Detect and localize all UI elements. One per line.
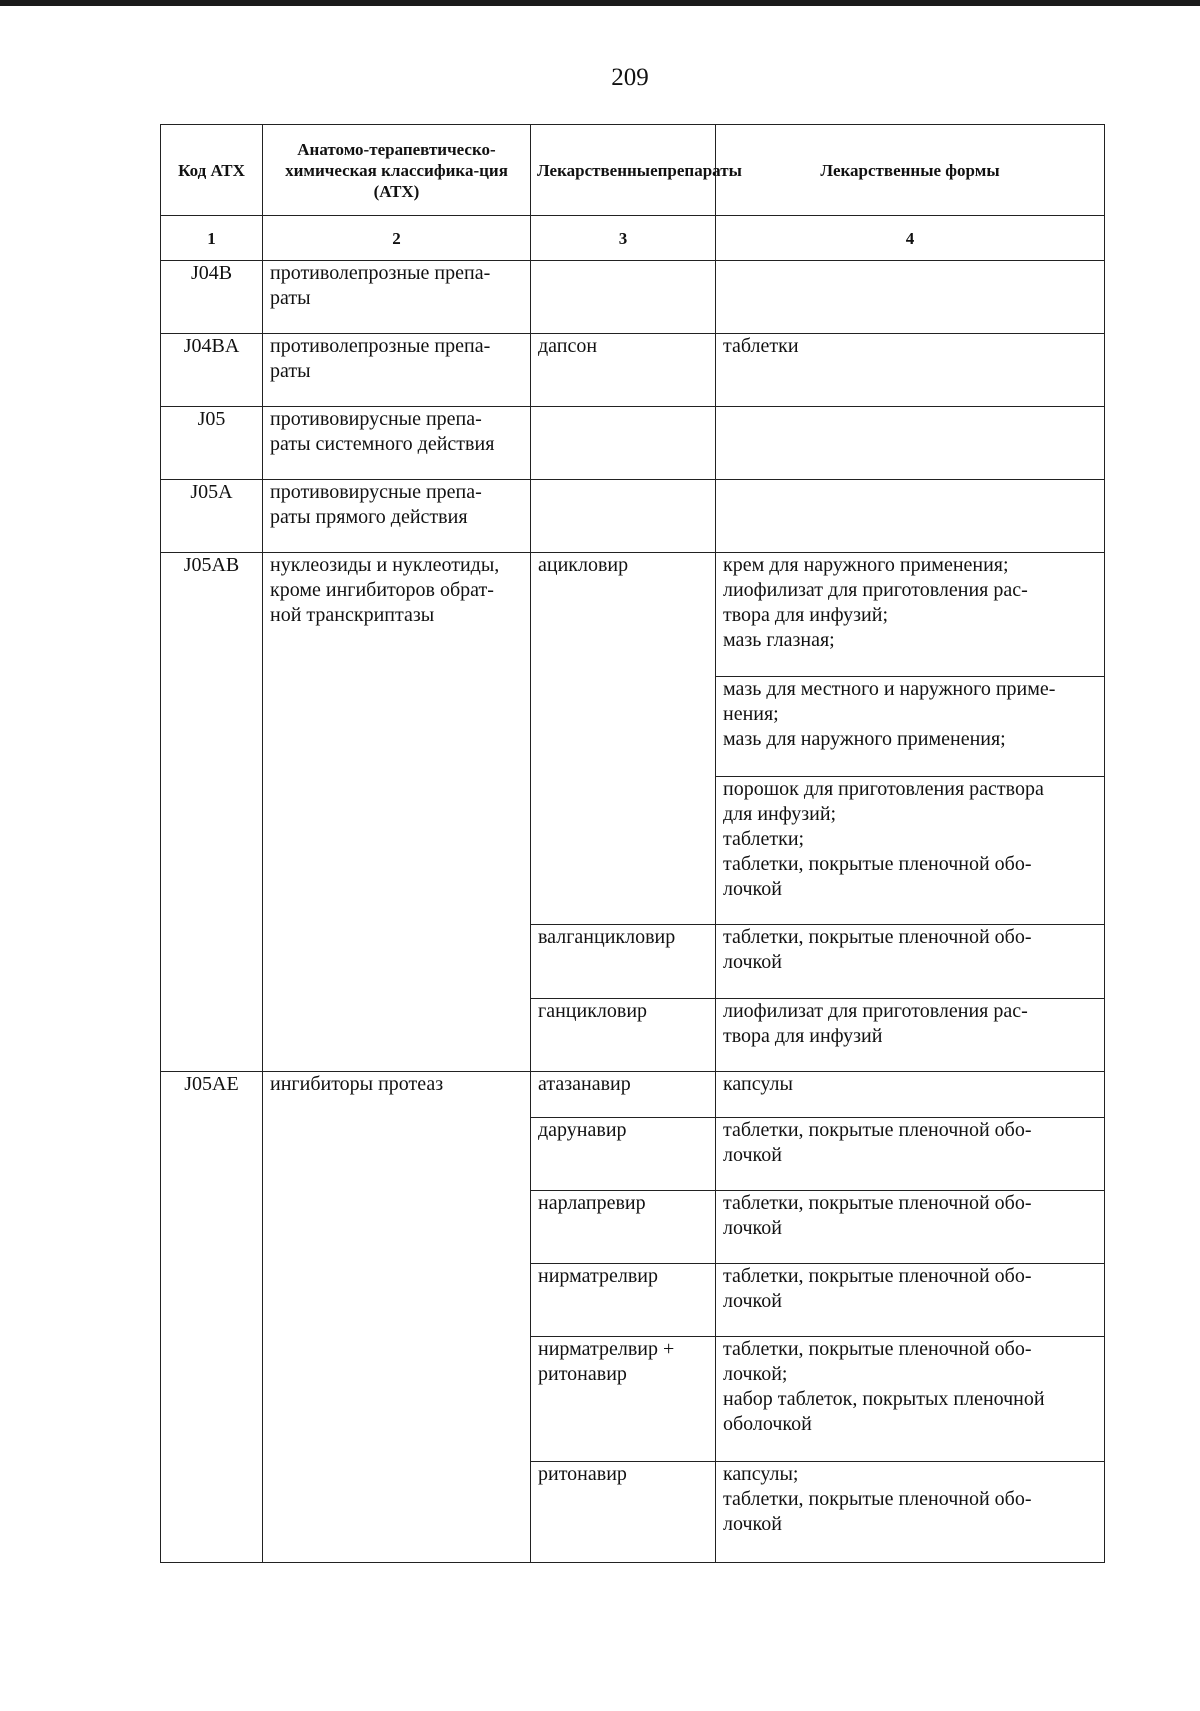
column-number-row [161,216,1105,261]
classification-cell: ингибиторы протеаз [263,1072,531,1563]
table-row [161,407,1105,480]
classification-cell: противовирусные препа- раты системного действия [263,407,531,480]
drug-cell: ацикловир [531,553,716,925]
drug-cell: нарлапревир [531,1191,716,1264]
column-number: 4 [716,216,1105,261]
table-header-row [161,125,1105,216]
drug-cell: ритонавир [531,1462,716,1563]
forms-cell: капсулы; таблетки, покрытые пленочной обо- лочкой [716,1462,1105,1563]
classification-cell: противолепрозные препа- раты [263,261,531,334]
atx-code-cell: J04B [161,261,263,334]
drug-cell: ганцикловир [531,999,716,1072]
header-atx-classification: Анатомо-терапевтическо-химическая классифика-ция (АТХ) [263,125,531,216]
drug-cell [531,407,716,480]
drug-cell [531,480,716,553]
forms-cell: таблетки, покрытые пленочной обо- лочкой; набор таблеток, покрытых пленочной оболочкой [716,1337,1105,1462]
forms-cell: капсулы [716,1072,1105,1118]
top-border-line [0,0,1200,6]
forms-cell: таблетки [716,334,1105,407]
atx-code-cell: J05AB [161,553,263,1072]
header-drugs: Лекарственныепрепараты [531,125,716,216]
drug-cell: дарунавир [531,1118,716,1191]
classification-cell: противолепрозные препа- раты [263,334,531,407]
forms-cell [716,261,1105,334]
forms-cell: крем для наружного применения; лиофилизат для приготовления рас- твора для инфузий; мазь глазная; [716,553,1105,677]
drug-cell [531,261,716,334]
drug-cell: нирматрелвир [531,1264,716,1337]
forms-cell [716,407,1105,480]
atx-code-cell: J04BA [161,334,263,407]
drug-cell: валганцикловир [531,925,716,999]
header-atx-code: Код АТХ [161,125,263,216]
forms-cell: порошок для приготовления раствора для инфузий; таблетки; таблетки, покрытые пленочной обо- лочкой [716,777,1105,925]
table-row [161,1072,1105,1118]
table-row [161,261,1105,334]
forms-cell: лиофилизат для приготовления рас- твора для инфузий [716,999,1105,1072]
forms-cell: мазь для местного и наружного приме- нения; мазь для наружного применения; [716,677,1105,777]
header-dosage-forms: Лекарственные формы [716,125,1105,216]
classification-cell: нуклеозиды и нуклеотиды, кроме ингибиторов обрат- ной транскриптазы [263,553,531,1072]
page-number: 209 [611,64,649,91]
classification-cell: противовирусные препа- раты прямого действия [263,480,531,553]
table-row [161,553,1105,677]
column-number: 3 [531,216,716,261]
column-number: 1 [161,216,263,261]
column-number: 2 [263,216,531,261]
drug-cell: дапсон [531,334,716,407]
atx-table [160,124,1105,1563]
forms-cell: таблетки, покрытые пленочной обо- лочкой [716,925,1105,999]
table-row [161,480,1105,553]
table-row [161,334,1105,407]
forms-cell [716,480,1105,553]
atx-code-cell: J05 [161,407,263,480]
forms-cell: таблетки, покрытые пленочной обо- лочкой [716,1264,1105,1337]
drug-cell: атазанавир [531,1072,716,1118]
forms-cell: таблетки, покрытые пленочной обо- лочкой [716,1118,1105,1191]
forms-cell: таблетки, покрытые пленочной обо- лочкой [716,1191,1105,1264]
atx-code-cell: J05AE [161,1072,263,1563]
drug-cell: нирматрелвир + ритонавир [531,1337,716,1462]
atx-code-cell: J05A [161,480,263,553]
